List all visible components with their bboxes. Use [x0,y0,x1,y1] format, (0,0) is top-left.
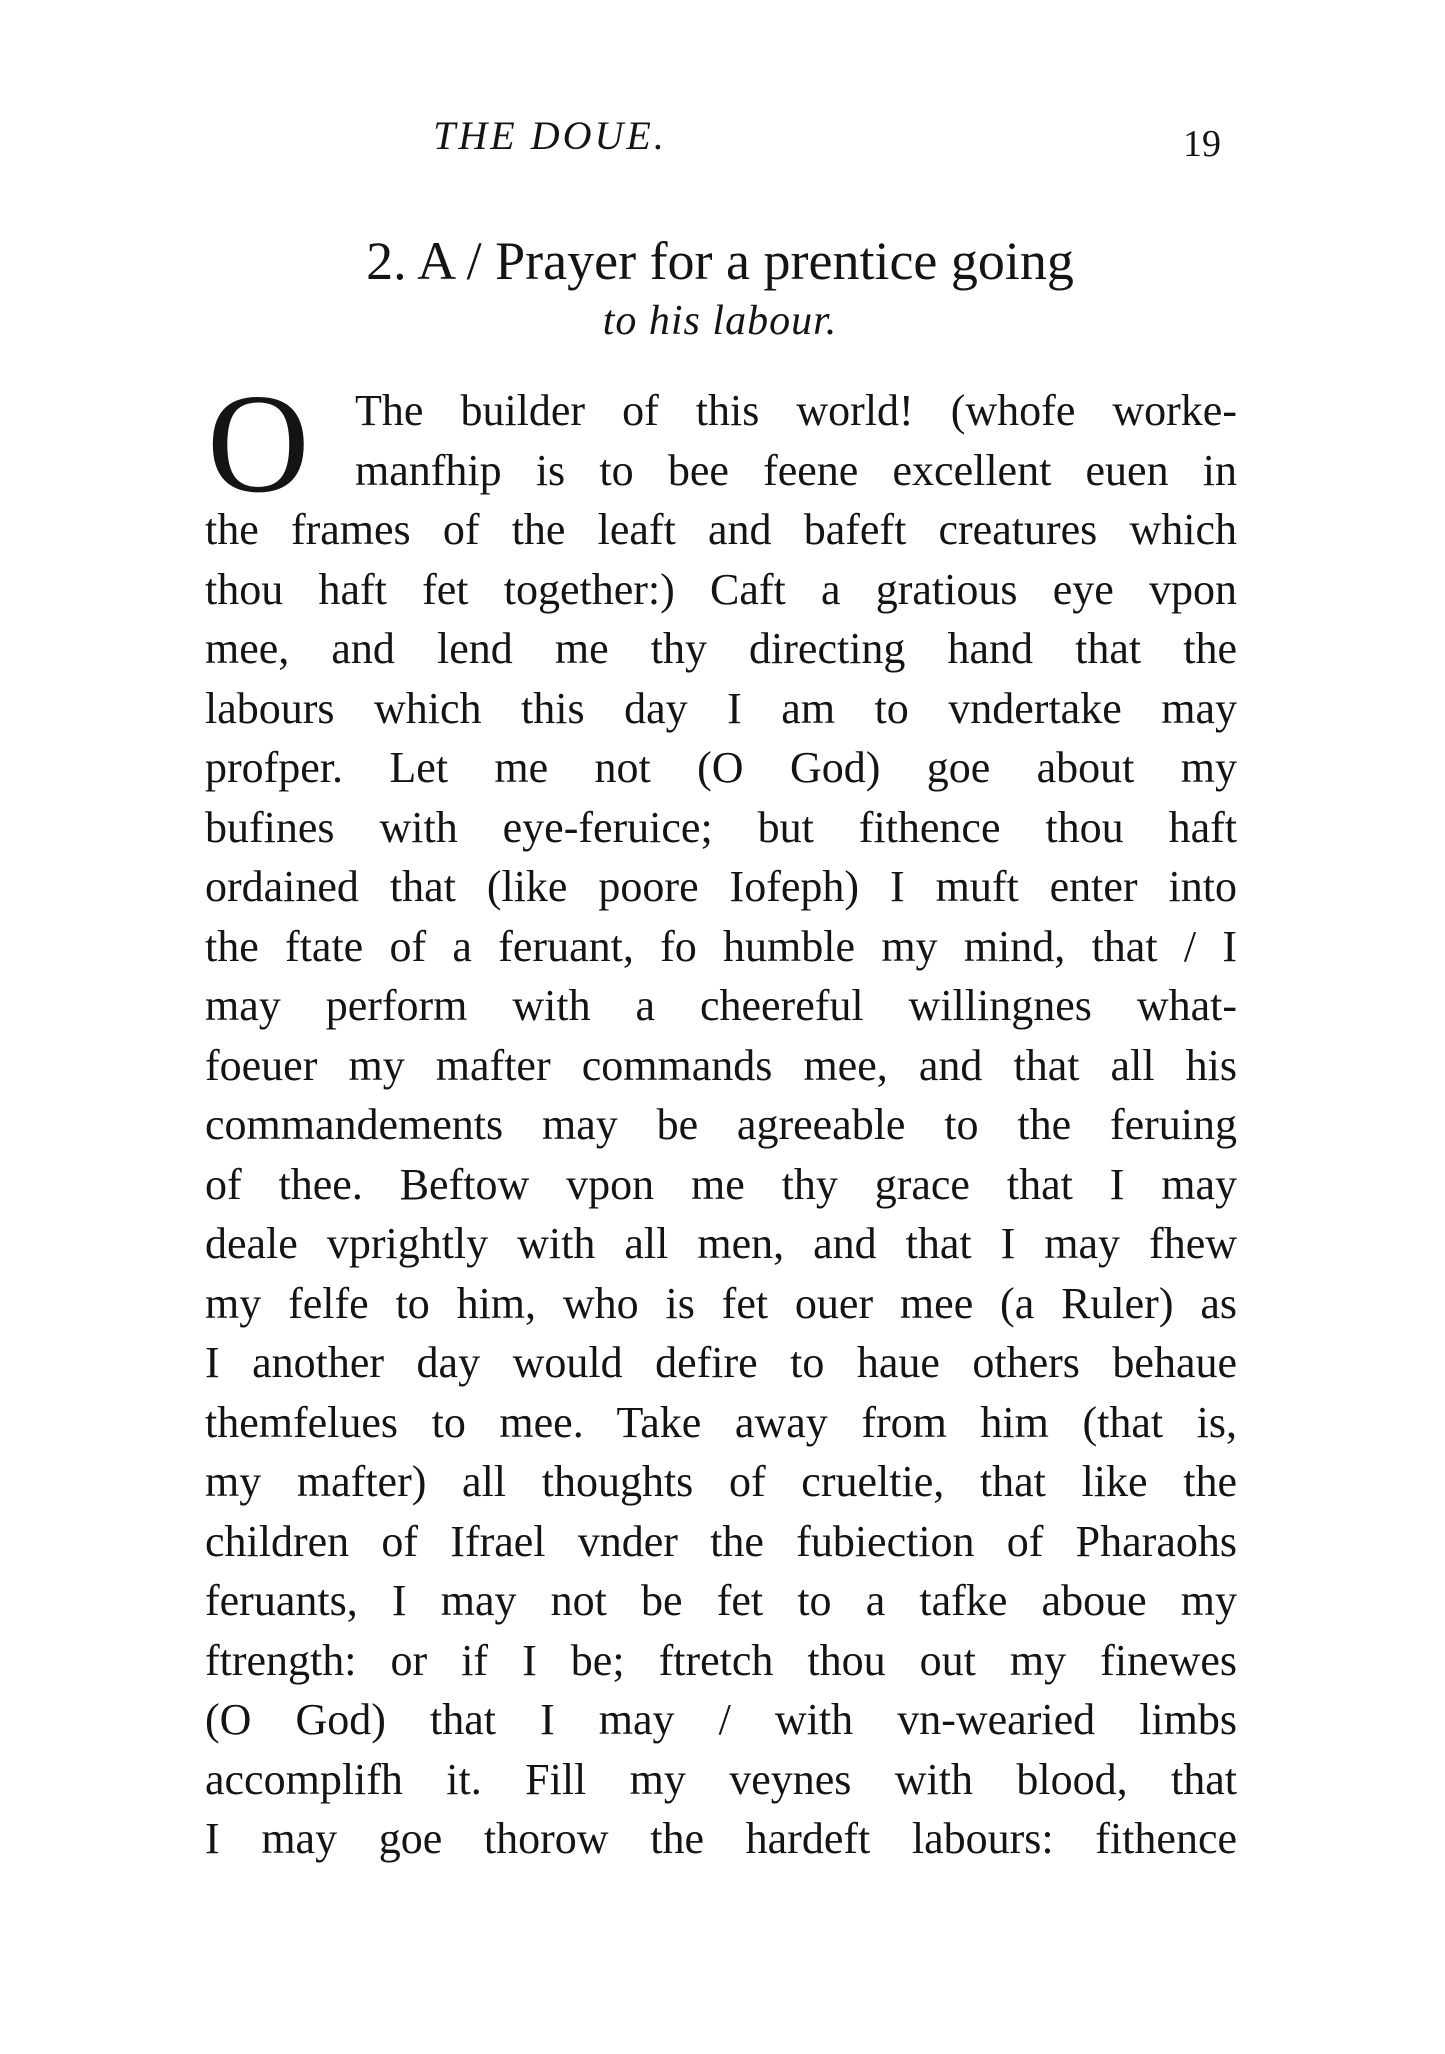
text-line: foeuer my mafter commands mee, and that all his [205,1040,1237,1090]
drop-cap: O [207,364,310,522]
text-line: manfhip is to bee feene excellent euen in [355,445,1237,495]
section-title: 2. A / Prayer for a prentice going [366,231,1074,291]
text-line: may perform with a cheereful willingnes what- [205,981,1237,1030]
text-line: thou haft fet together:) Caft a gratious eye vpon [205,564,1237,614]
body-text [205,381,1237,1869]
text-line: (O God) that I may / with vn-wearied limbs [205,1695,1237,1744]
text-line: mee, and lend me thy directing hand that the [205,624,1237,673]
text-line: deale vprightly with all men, and that I may fhew [205,1219,1237,1268]
text-line: accomplifh it. Fill my veynes with blood, that [205,1754,1237,1804]
text-line: of thee. Beftow vpon me thy grace that I may [205,1159,1237,1209]
text-line: I another day would defire to haue others behaue [205,1338,1237,1387]
text-line: children of Ifrael vnder the fubiection of Pharaohs [205,1516,1237,1566]
text-line: profper. Let me not (O God) goe about my [205,743,1237,792]
running-head [0,112,1445,165]
text-line: the frames of the leaft and bafeft creatures which [205,505,1237,554]
text-line: ordained that (like poore Iofeph) I muft enter into [205,862,1237,911]
running-title: THE DOUE. [433,113,667,158]
text-line: labours which this day I am to vndertake may [205,683,1237,733]
text-line: ftrength: or if I be; ftretch thou out my finewes [205,1635,1237,1685]
text-line: commandements may be agreeable to the feruing [205,1100,1237,1149]
section-subtitle: to his labour. [602,298,838,344]
page-number: 19 [1183,123,1221,165]
text-line: the ftate of a feruant, fo humble my mind, that / I [205,921,1237,971]
text-line: my felfe to him, who is fet ouer mee (a Ruler) as [205,1278,1237,1328]
text-line: bufines with eye-feruice; but fithence thou haft [205,802,1237,852]
text-line: my mafter) all thoughts of crueltie, that like the [205,1457,1237,1506]
text-line: feruants, I may not be fet to a tafke aboue my [205,1576,1237,1625]
text-line: themfelues to mee. Take away from him (that is, [205,1397,1237,1447]
text-line: I may goe thorow the hardeft labours: fithence [205,1814,1237,1863]
section-heading [0,228,1445,348]
text-line: The builder of this world! (whofe worke- [355,386,1237,435]
